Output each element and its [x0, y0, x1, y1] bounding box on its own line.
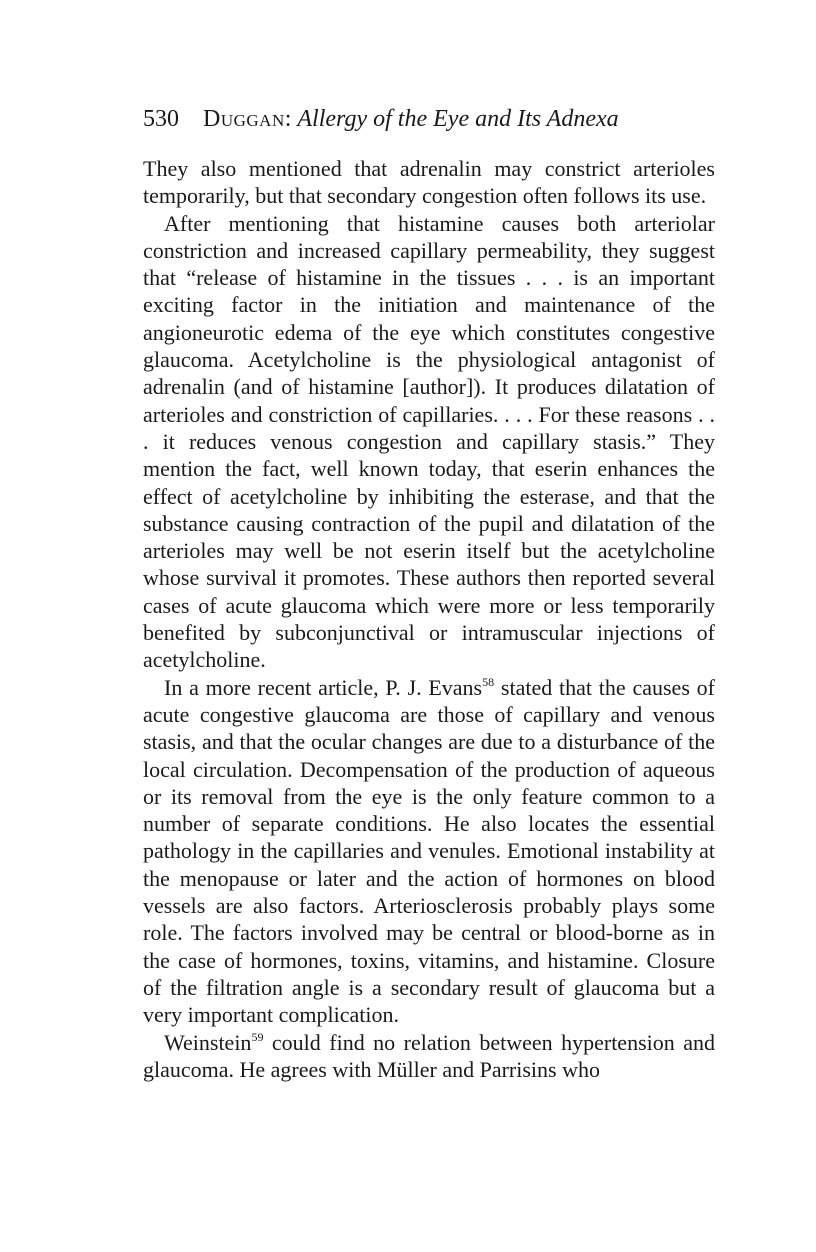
- paragraph: [143, 674, 715, 1029]
- running-head-separator: :: [284, 106, 298, 132]
- reference-marker: 58: [482, 674, 495, 689]
- reference-marker: 59: [251, 1029, 264, 1044]
- page-number: 530: [143, 106, 179, 132]
- paragraph: [143, 1029, 715, 1084]
- paragraph: They also mentioned that adrenalin may constrict arterioles temporarily, but that secondary congestion often follows its use.: [143, 156, 715, 209]
- running-head-author: Duggan: [203, 106, 285, 132]
- body-text: [143, 155, 715, 1083]
- paragraph: After mentioning that histamine causes both arteriolar constriction and increased capillary permeability, they suggest that “release of histamine in the tissues . . . is an important exciting factor in the initiation and maintenance of the angioneurotic edema of the eye which constitutes congestive glaucoma. Acetylcholine is the physiological antagonist of adrenalin (and of histamine [author]). It produces dilatation of arterioles and constriction of capillaries. . . . For these reasons . . . it reduces venous congestion and capillary stasis.” They mention the fact, well known today, that eserin enhances the effect of acetylcholine by inhibiting the esterase, and that the substance causing contraction of the pupil and dilatation of the arterioles may well be not eserin itself but the acetylcholine whose survival it promotes. These authors then reported several cases of acute glaucoma which were more or less temporarily benefited by subconjunctival or intramuscular injections of acetylcholine.: [143, 210, 715, 673]
- paragraph-text: Weinstein: [164, 1029, 252, 1055]
- paragraph-text: stated that the causes of acute congestive glaucoma are those of capillary and venous stasis, and that the ocular changes are due to a disturbance of the local circulation. Decompensation of the production of aqueous or its removal from the eye is the only feature common to a number of separate conditions. He also locates the essential pathology in the capillaries and venules. Emotional instability at the menopause or later and the action of hormones on blood vessels are also factors. Arteriosclerosis probably plays some role. The factors involved may be central or blood-borne as in the case of hormones, toxins, vitamins, and histamine. Closure of the filtration angle is a secondary result of glaucoma but a very important complication.: [143, 674, 715, 1028]
- page: [143, 104, 715, 1083]
- running-head: [143, 104, 715, 134]
- paragraph-text: could find no relation between hypertension and glaucoma. He agrees with Müller and Parrisins who: [143, 1029, 715, 1082]
- paragraph-text: In a more recent article, P. J. Evans: [164, 674, 483, 700]
- running-head-title: Allergy of the Eye and Its Adnexa: [297, 106, 619, 132]
